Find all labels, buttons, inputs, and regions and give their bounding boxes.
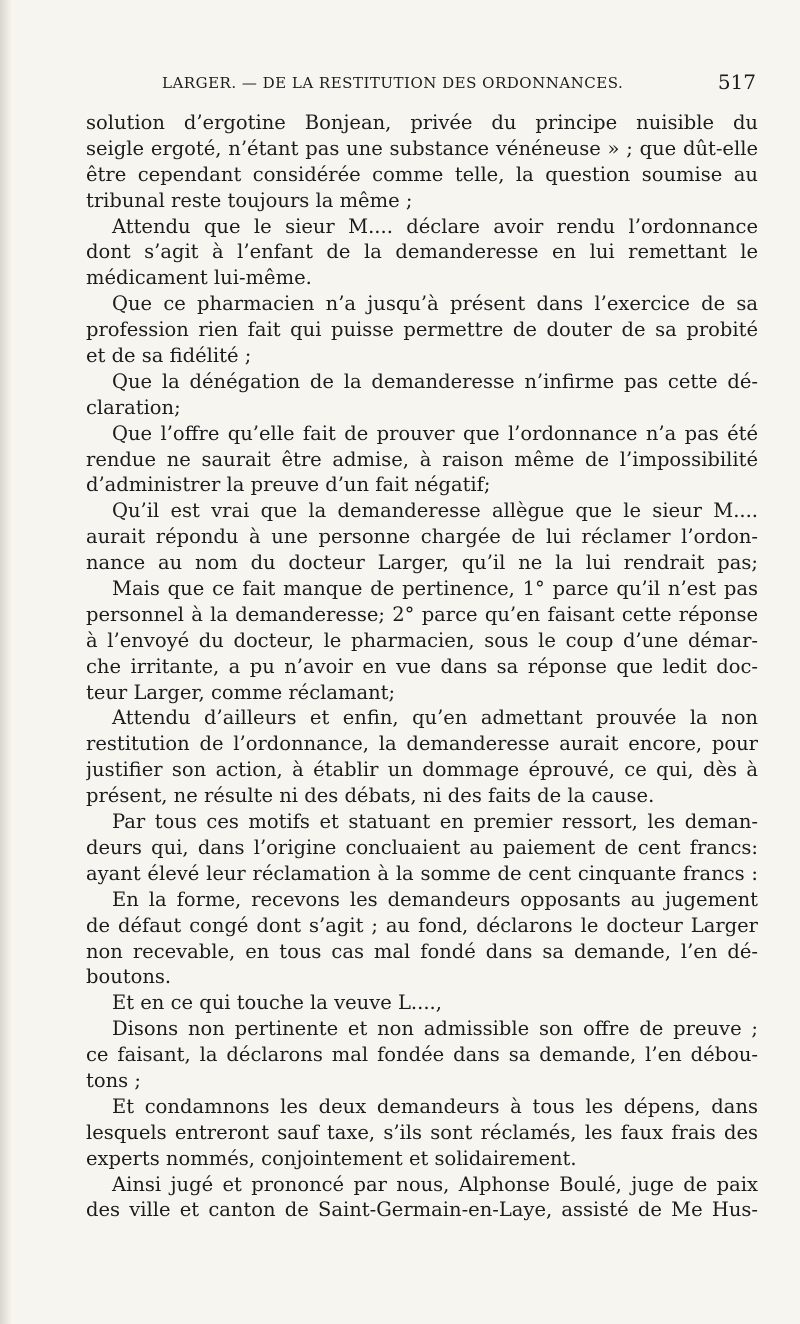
- text-line: de défaut congé dont s’agit ; au fond, déclarons le docteur Larger: [86, 913, 758, 937]
- text-line: Attendu d’ailleurs et enfin, qu’en admettant prouvée la non: [112, 706, 758, 730]
- text-line: ayant élevé leur réclamation à la somme de cent cinquante francs :: [86, 861, 758, 885]
- body-text: [86, 110, 758, 1223]
- text-line: médicament lui-même.: [86, 266, 312, 290]
- running-head: LARGER. — DE LA RESTITUTION DES ORDONNANCES.: [162, 74, 624, 92]
- text-line: ce faisant, la déclarons mal fondée dans sa demande, l’en débou-: [86, 1043, 758, 1067]
- text-line: Qu’il est vrai que la demanderesse allègue que le sieur M....: [112, 499, 758, 523]
- text-line: personnel à la demanderesse; 2° parce qu’en faisant cette réponse: [86, 602, 758, 626]
- text-line: des ville et canton de Saint-Germain-en-Laye, assisté de Me Hus-: [86, 1198, 758, 1222]
- text-line: claration;: [86, 395, 181, 419]
- text-line: Que la dénégation de la demanderesse n’infirme pas cette dé-: [112, 369, 758, 393]
- text-line: deurs qui, dans l’origine concluaient au paiement de cent francs:: [86, 835, 758, 859]
- text-line: lesquels entreront sauf taxe, s’ils sont réclamés, les faux frais des: [86, 1120, 758, 1144]
- text-line: Ainsi jugé et prononcé par nous, Alphonse Boulé, juge de paix: [112, 1172, 758, 1196]
- text-line: Et en ce qui touche la veuve L....,: [112, 991, 442, 1015]
- text-line: non recevable, en tous cas mal fondé dans sa demande, l’en dé-: [86, 939, 758, 963]
- text-line: présent, ne résulte ni des débats, ni des faits de la cause.: [86, 784, 655, 808]
- text-line: che irritante, a pu n’avoir en vue dans sa réponse que ledit doc-: [86, 654, 758, 678]
- text-line: tribunal reste toujours la même ;: [86, 188, 413, 212]
- text-line: teur Larger, comme réclamant;: [86, 680, 396, 704]
- text-line: Que l’offre qu’elle fait de prouver que l’ordonnance n’a pas été: [112, 421, 758, 445]
- text-line: solution d’ergotine Bonjean, privée du principe nuisible du: [86, 111, 758, 134]
- text-line: à l’envoyé du docteur, le pharmacien, sous le coup d’une démar-: [86, 628, 758, 652]
- text-line: En la forme, recevons les demandeurs opposants au jugement: [112, 887, 758, 911]
- text-line: justifier son action, à établir un dommage éprouvé, ce qui, dès à: [86, 758, 758, 782]
- text-line: et de sa fidélité ;: [86, 344, 252, 368]
- text-line: seigle ergoté, n’étant pas une substance vénéneuse » ; que dût-elle: [86, 136, 758, 160]
- text-line: restitution de l’ordonnance, la demanderesse aurait encore, pour: [86, 732, 758, 756]
- page-edge-shadow: [0, 0, 12, 1324]
- text-line: Mais que ce fait manque de pertinence, 1° parce qu’il n’est pas: [112, 577, 758, 601]
- text-line: nance au nom du docteur Larger, qu’il ne la lui rendrait pas;: [86, 551, 758, 575]
- text-line: Disons non pertinente et non admissible son offre de preuve ;: [112, 1017, 758, 1041]
- text-line: profession rien fait qui puisse permettre de douter de sa probité: [86, 318, 758, 342]
- page-header: [86, 70, 758, 100]
- page-number: 517: [717, 70, 756, 94]
- text-line: rendue ne saurait être admise, à raison même de l’impossibilité: [86, 447, 758, 471]
- text-line: boutons.: [86, 965, 172, 989]
- text-line: experts nommés, conjointement et solidairement.: [86, 1146, 577, 1170]
- text-line: aurait répondu à une personne chargée de lui réclamer l’ordon-: [86, 525, 758, 549]
- text-line: dont s’agit à l’enfant de la demanderesse en lui remettant le: [86, 240, 758, 264]
- text-line: Que ce pharmacien n’a jusqu’à présent dans l’exercice de sa: [112, 292, 758, 316]
- text-line: tons ;: [86, 1068, 141, 1092]
- text-line: Et condamnons les deux demandeurs à tous les dépens, dans: [112, 1094, 758, 1118]
- text-line: être cependant considérée comme telle, la question soumise au: [86, 162, 758, 186]
- text-line: Par tous ces motifs et statuant en premier ressort, les deman-: [112, 810, 758, 834]
- text-line: Attendu que le sieur M.... déclare avoir rendu l’ordonnance: [112, 214, 758, 238]
- text-line: d’administrer la preuve d’un fait négatif;: [86, 473, 491, 497]
